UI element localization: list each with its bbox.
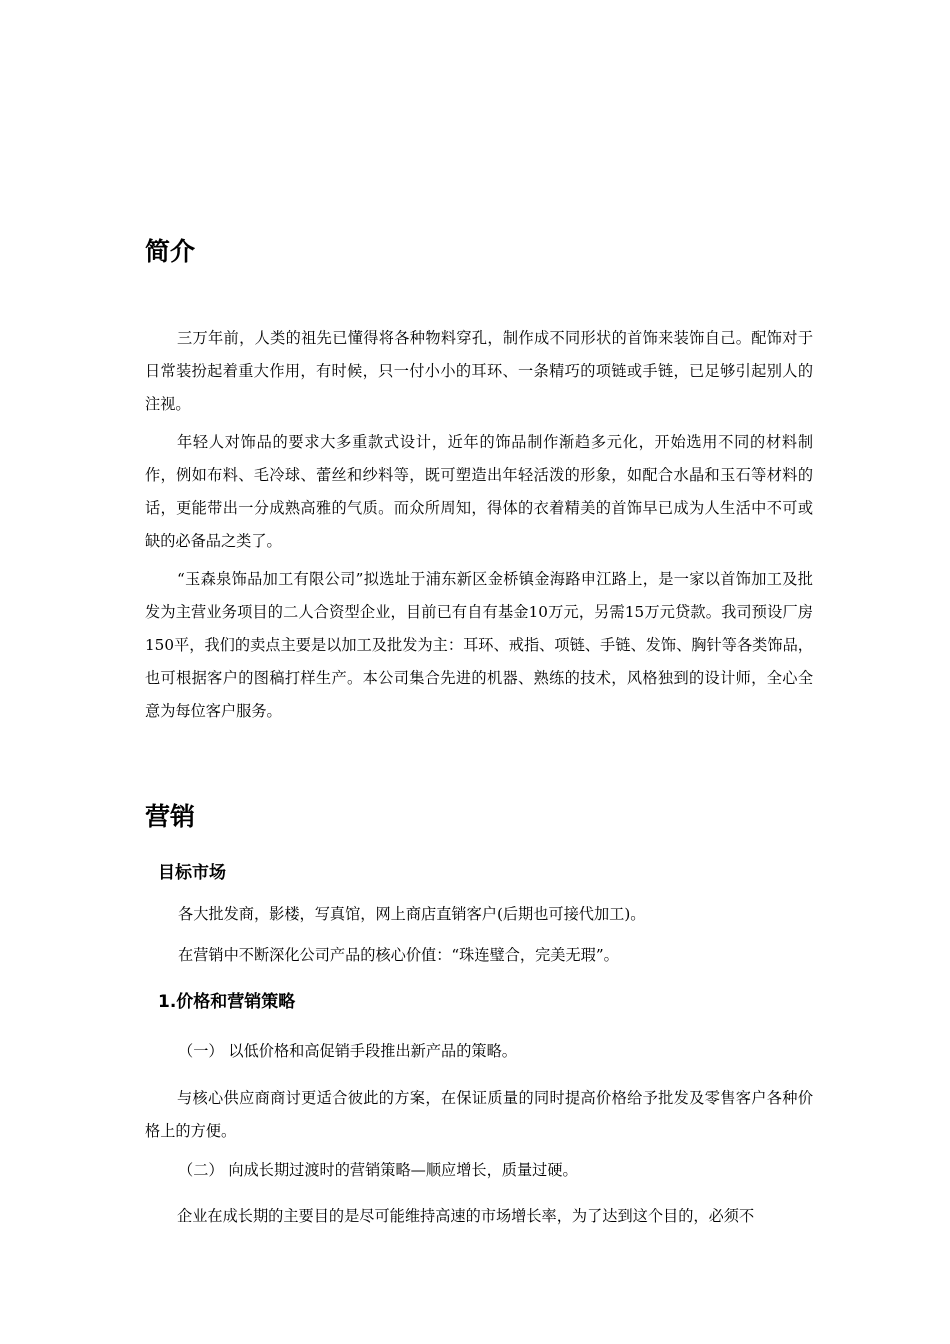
pricing-item-1-title: （一） 以低价格和高促销手段推出新产品的策略。 [178,1042,517,1060]
target-market-line-2: 在营销中不断深化公司产品的核心价值：“珠连璧合，完美无瑕”。 [178,946,619,964]
pricing-item-2-body: 企业在成长期的主要目的是尽可能维持高速的市场增长率，为了达到这个目的，必须不 [177,1207,755,1225]
intro-paragraph-1: 三万年前，人类的祖先已懂得将各种物料穿孔，制作成不同形状的首饰来装饰自己。配饰对于日常装扮起着重大作用，有时候，只一付小小的耳环、一条精巧的项链或手链，已足够引起别人的注视。 [145,329,813,413]
target-market-heading: 目标市场 [158,863,226,883]
intro-paragraph-2: 年轻人对饰品的要求大多重款式设计，近年的饰品制作渐趋多元化，开始选用不同的材料制作，例如布料、毛冷球、蕾丝和纱料等，既可塑造出年轻活泼的形象，如配合水晶和玉石等材料的话，更能带出一分成熟高雅的气质。而众所周知，得体的衣着精美的首饰早已成为人生活中不可或缺的必备品之类了。 [145,433,813,550]
target-market-line-1: 各大批发商，影楼，写真馆，网上商店直销客户(后期也可接代加工)。 [178,905,646,923]
pricing-item-1-body: 与核心供应商商讨更适合彼此的方案，在保证质量的同时提高价格给予批发及零售客户各种价格上的方便。 [145,1089,813,1140]
marketing-heading: 营销 [145,802,196,831]
pricing-item-2-title: （二） 向成长期过渡时的营销策略—顺应增长，质量过硬。 [178,1161,578,1179]
pricing-heading: 1.价格和营销策略 [158,992,296,1012]
intro-heading: 简介 [145,237,196,266]
intro-paragraph-3: “玉森泉饰品加工有限公司”拟选址于浦东新区金桥镇金海路申江路上，是一家以首饰加工及批发为主营业务项目的二人合资型企业，目前已有自有基金10万元，另需15万元贷款。我司预设厂房150平，我们的卖点主要是以加工及批发为主：耳环、戒指、项链、手链、发饰、胸针等各类饰品，也可根据客户的图稿打样生产。本公司集合先进的机器、熟练的技术，风格独到的设计师，全心全意为每位客户服务。 [145,570,813,720]
